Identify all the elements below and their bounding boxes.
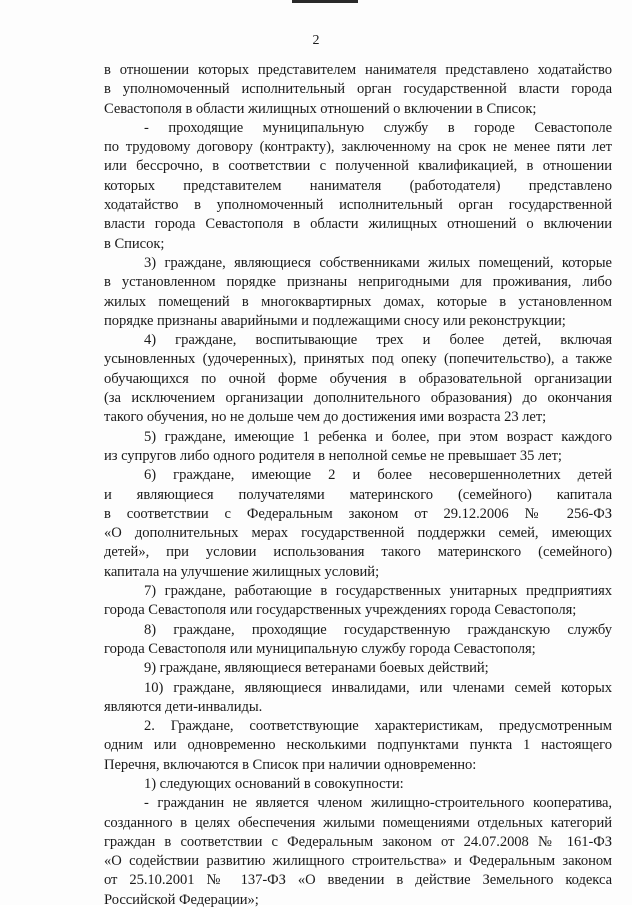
text-line: и являющиеся получателями материнского (семейного) капитала bbox=[104, 486, 612, 503]
text-line: ходатайство в уполномоченный исполнительный орган государственной bbox=[104, 197, 612, 214]
text-line: 7) граждане, работающие в государственных унитарных предприятиях bbox=[144, 583, 612, 600]
text-line: 9) граждане, являющиеся ветеранами боевых действий; bbox=[144, 660, 489, 677]
text-line: Российской Федерации»; bbox=[104, 891, 259, 908]
text-line: в уполномоченный исполнительный орган государственной власти города bbox=[104, 81, 612, 98]
text-line: порядке признаны аварийными и подлежащими сносу или реконструкции; bbox=[104, 312, 566, 329]
text-line: такого обучения, но не дольше чем до достижения ими возраста 23 лет; bbox=[104, 409, 547, 426]
text-line: города Севастополя или государственных учреждениях города Севастополя; bbox=[104, 602, 577, 619]
text-line: Севастополя в области жилищных отношений о включении в Список; bbox=[104, 100, 537, 117]
text-line: 6) граждане, имеющие 2 и более несовершеннолетних детей bbox=[144, 467, 612, 484]
text-line: 4) граждане, воспитывающие трех и более детей, включая bbox=[144, 332, 612, 349]
text-line: граждан в соответствии с Федеральным законом от 24.07.2008 № 161-ФЗ bbox=[104, 833, 612, 850]
text-line: из супругов либо одного родителя в неполной семье не превышает 35 лет; bbox=[104, 447, 562, 464]
text-line: жилых помещений в многоквартирных домах, которые в установленном bbox=[104, 293, 612, 310]
text-line: в Список; bbox=[104, 235, 165, 252]
text-line: власти города Севастополя в области жилищных отношений о включении bbox=[104, 216, 612, 233]
top-edge-mark bbox=[292, 0, 358, 3]
text-line: созданного в целях обеспечения жилыми помещениями отдельных категорий bbox=[104, 814, 612, 831]
text-line: (за исключением организации дополнительного образования) до окончания bbox=[104, 390, 612, 407]
text-line: по трудовому договору (контракту), заключенному на срок не менее пяти лет bbox=[104, 139, 612, 156]
text-line: «О содействии развитию жилищного строительства» и Федеральным законом bbox=[104, 853, 612, 870]
text-line: капитала на улучшение жилищных условий; bbox=[104, 563, 380, 580]
text-line: усыновленных (удочеренных), принятых под опеку (попечительство), а также bbox=[104, 351, 612, 368]
text-line: «О дополнительных мерах государственной поддержки семей, имеющих bbox=[104, 525, 612, 542]
text-line: 8) граждане, проходящие государственную гражданскую службу bbox=[144, 621, 612, 638]
text-line: - проходящие муниципальную службу в городе Севастополе bbox=[144, 119, 612, 136]
text-line: или бессрочно, в соответствии с полученной квалификацией, в отношении bbox=[104, 158, 612, 175]
text-line: которых представителем нанимателя (работодателя) представлено bbox=[104, 177, 612, 194]
text-line: в соответствии с Федеральным законом от 29.12.2006 № 256-ФЗ bbox=[104, 505, 612, 522]
text-line: Перечня, включаются в Список при наличии одновременно: bbox=[104, 756, 477, 773]
text-line: являются дети-инвалиды. bbox=[104, 698, 263, 715]
text-line: 5) граждане, имеющие 1 ребенка и более, при этом возраст каждого bbox=[144, 428, 612, 445]
text-line: обучающихся по очной форме обучения в образовательной организации bbox=[104, 370, 612, 387]
text-line: 10) граждане, являющиеся инвалидами, или членами семей которых bbox=[144, 679, 612, 696]
page-number: 2 bbox=[312, 33, 320, 48]
text-line: города Севастополя или муниципальную службу города Севастополя; bbox=[104, 640, 536, 657]
text-line: 2. Граждане, соответствующие характеристикам, предусмотренным bbox=[144, 718, 612, 735]
text-line: в установленном порядке признаны непригодными для проживания, либо bbox=[104, 274, 612, 291]
text-line: 3) граждане, являющиеся собственниками жилых помещений, которые bbox=[144, 254, 612, 271]
text-line: в отношении которых представителем нанимателя представлено ходатайство bbox=[104, 62, 612, 78]
text-line: одним или одновременно несколькими подпунктами пункта 1 настоящего bbox=[104, 737, 612, 754]
text-line: 1) следующих оснований в совокупности: bbox=[144, 775, 404, 792]
text-line: от 25.10.2001 № 137-ФЗ «О введении в действие Земельного кодекса bbox=[104, 872, 612, 889]
text-line: - гражданин не является членом жилищно-строительного кооператива, bbox=[144, 795, 612, 812]
document-body bbox=[104, 61, 612, 910]
text-line: детей», при условии использования такого материнского (семейного) bbox=[104, 544, 612, 561]
